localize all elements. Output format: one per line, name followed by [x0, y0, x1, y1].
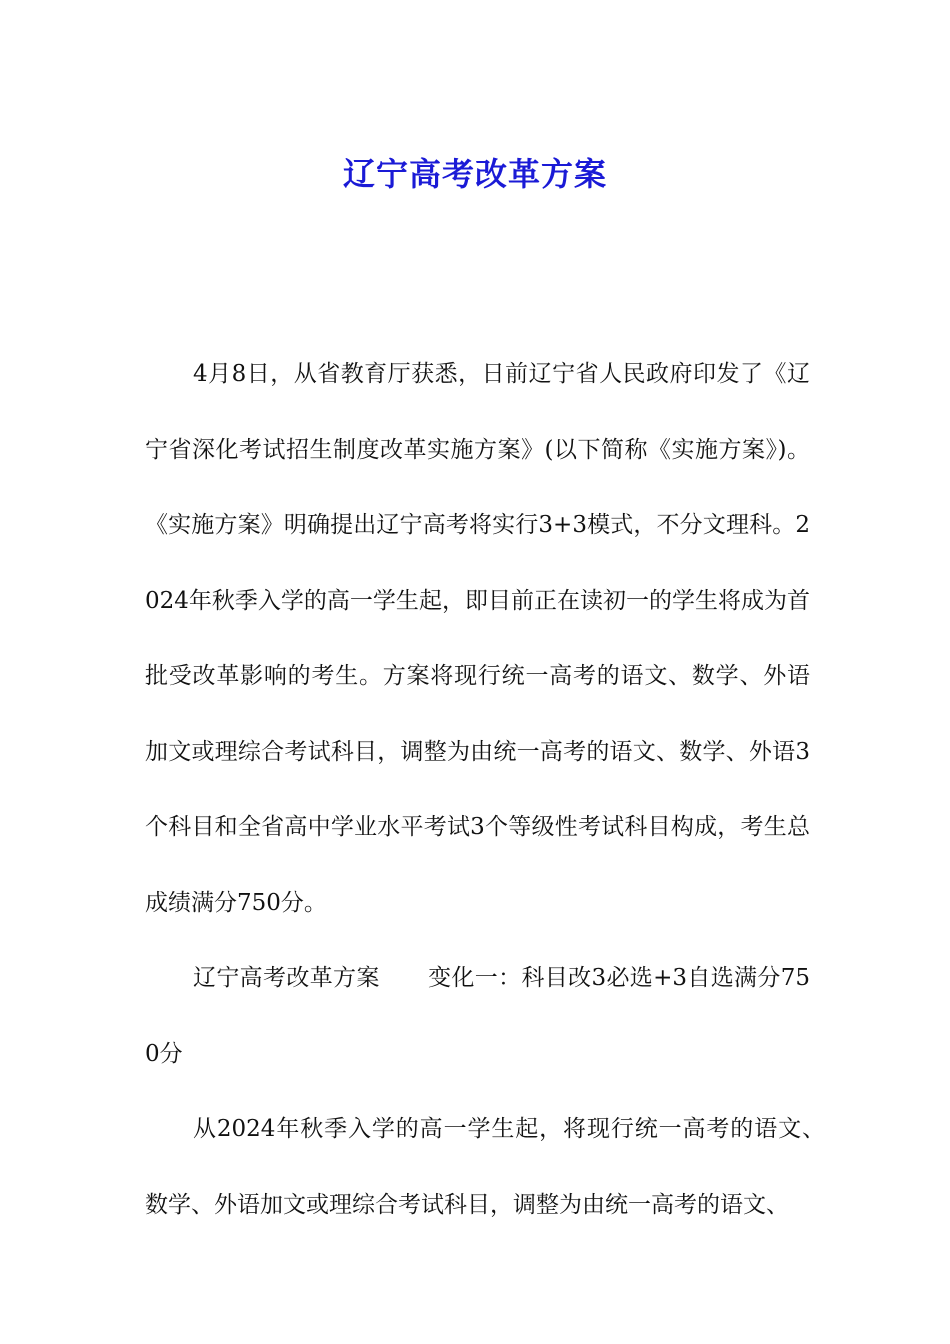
- document-body: [145, 337, 825, 1243]
- paragraph-change-one: 从2024年秋季入学的高一学生起，将现行统一高考的语文、数学、外语加文或理综合考试科目，调整为由统一高考的语文、: [145, 1116, 825, 1218]
- section-heading-left: 辽宁高考改革方案: [193, 965, 380, 991]
- document-title: 辽宁高考改革方案: [342, 155, 607, 194]
- section-heading-right: 变化一：科目改3必选+3自选满分750分: [145, 965, 810, 1067]
- paragraph-intro: 4月8日，从省教育厅获悉，日前辽宁省人民政府印发了《辽宁省深化考试招生制度改革实施方案》(以下简称《实施方案》)。《实施方案》明确提出辽宁高考将实行3+3模式，不分文理科。2024年秋季入学的高一学生起，即目前正在读初一的学生将成为首批受改革影响的考生。方案将现行统一高考的语文、数学、外语加文或理综合考试科目，调整为由统一高考的语文、数学、外语3个科目和全省高中学业水平考试3个等级性考试科目构成，考生总成绩满分750分。: [145, 361, 810, 916]
- section-heading: [145, 941, 810, 1092]
